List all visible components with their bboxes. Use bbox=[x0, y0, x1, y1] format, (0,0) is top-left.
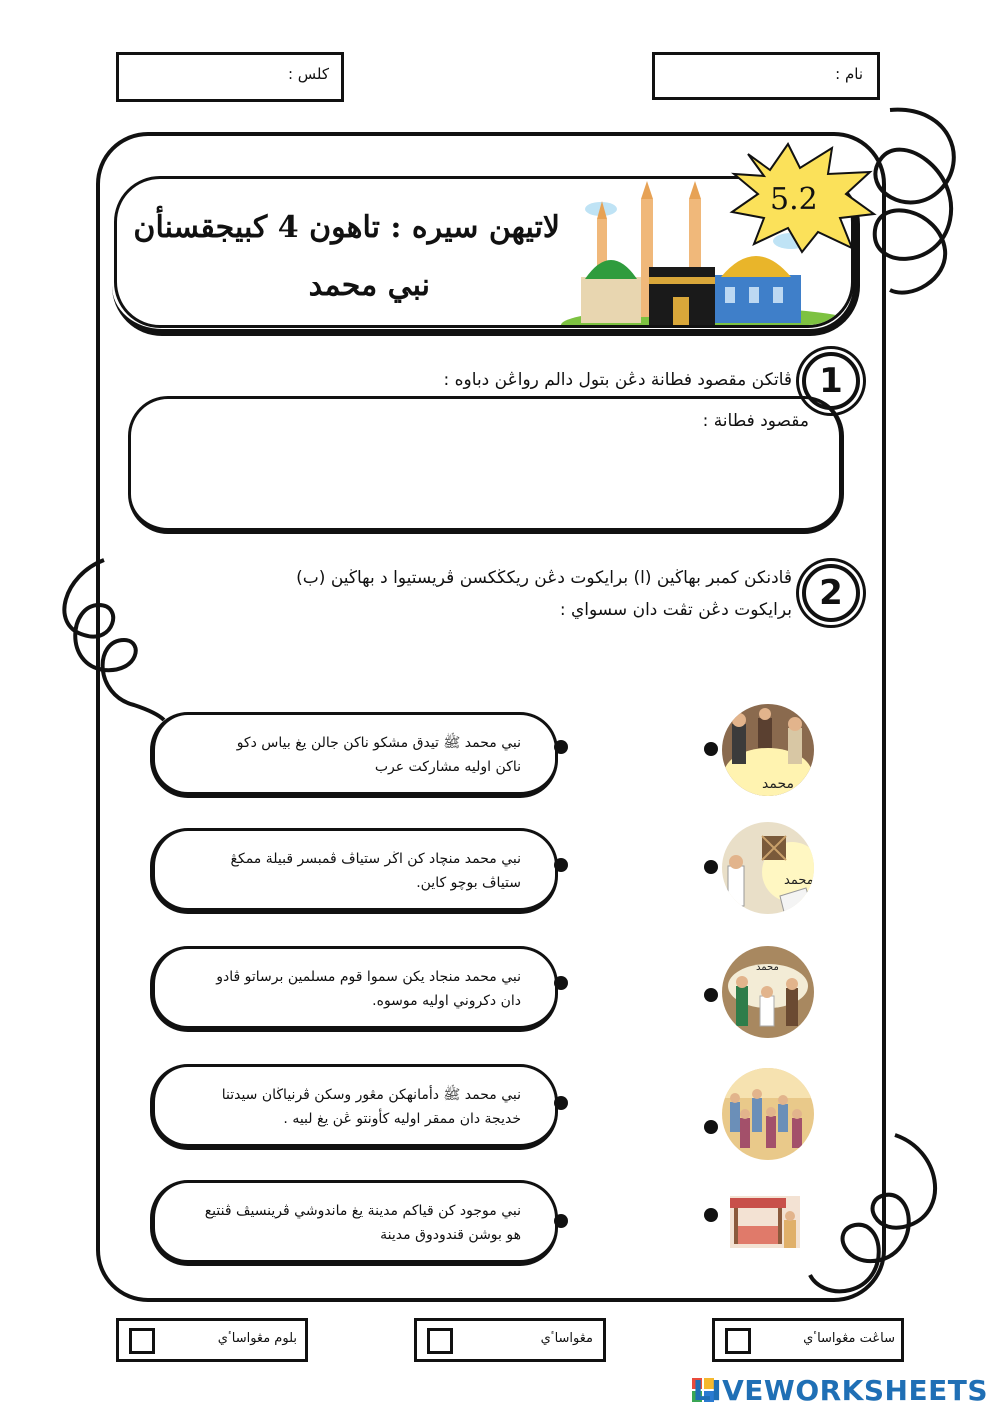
picture-connector-dot-2[interactable] bbox=[704, 860, 718, 874]
question-1-answer-box[interactable] bbox=[128, 396, 844, 534]
statement-text-3: نبي محمد منجاد يكن سموا قوم مسلمين برساتو ڤادو دان دكروني اوليه موسوه. bbox=[216, 969, 521, 1009]
picture-connector-dot-3[interactable] bbox=[704, 988, 718, 1002]
not-mastered-label: بلوم مڠواساٴي bbox=[217, 1331, 297, 1346]
statement-text-2: نبي محمد منچاد كن اڬر ستياڤ ڤمبسر قبيلة ممكڠ ستياڤ بوچو كاين. bbox=[230, 851, 521, 891]
scene-trade-caravan-icon bbox=[722, 1068, 814, 1160]
footer-brand: LIVEWORKSHEETS bbox=[692, 1374, 988, 1407]
picture-1-caption: محمد bbox=[762, 776, 794, 792]
statement-text-5: نبي موجود كن قياكم مدينة يغ ماندوشي ڤرينسيڤ ڤنتيع هو بوشن قندودوق مدينة bbox=[204, 1203, 521, 1243]
statement-connector-dot-4[interactable] bbox=[554, 1096, 568, 1110]
lesson-title: لاتيهن سيره : تاهون 4 كبيجقسنأن bbox=[133, 210, 560, 245]
picture-3 bbox=[722, 946, 814, 1038]
class-label: كلس : bbox=[287, 65, 329, 83]
picture-4 bbox=[722, 1068, 814, 1160]
picture-5 bbox=[730, 1196, 800, 1248]
highly-mastered-checkbox[interactable] bbox=[725, 1328, 751, 1354]
mastered-box bbox=[414, 1318, 606, 1362]
picture-2 bbox=[722, 822, 814, 914]
lesson-number-badge: 5.2 bbox=[770, 182, 818, 217]
question-2-prompt-line2: برايكوت دڠن تڤت دان سسواي : bbox=[559, 600, 792, 620]
statement-box-2 bbox=[150, 828, 558, 914]
statement-box-3 bbox=[150, 946, 558, 1032]
question-1-prompt: ڤاتكن مقصود فطانة دڠن بتول دالم رواڠن دباوه : bbox=[443, 370, 792, 390]
scene-muslims-united-icon bbox=[722, 946, 814, 1038]
question-2-number: 2 bbox=[802, 564, 860, 622]
statement-box-1 bbox=[150, 712, 558, 798]
not-mastered-checkbox[interactable] bbox=[129, 1328, 155, 1354]
picture-1 bbox=[722, 704, 814, 796]
statement-box-5 bbox=[150, 1180, 558, 1266]
question-1-number: 1 bbox=[802, 352, 860, 410]
picture-connector-dot-5[interactable] bbox=[704, 1208, 718, 1222]
picture-connector-dot-4[interactable] bbox=[704, 1120, 718, 1134]
class-field[interactable] bbox=[116, 52, 344, 102]
picture-connector-dot-1[interactable] bbox=[704, 742, 718, 756]
question-1-answer-label: مقصود فطانة : bbox=[702, 411, 809, 431]
highly-mastered-label: ساڠت مڠواساٴي bbox=[803, 1331, 895, 1346]
statement-box-4 bbox=[150, 1064, 558, 1150]
statement-text-4: نبي محمد ﷺ دأمانهكن مڠور وسكن ڤرنياڬان سيدتنا خديجة دان ممقر اوليه كأونتو ڠن يغ لبيه . bbox=[221, 1087, 521, 1127]
name-label: نام : bbox=[835, 65, 863, 83]
mastered-checkbox[interactable] bbox=[427, 1328, 453, 1354]
question-2-prompt-line1: ڤادنكن كمبر بهاڬين (ا) برايكوت دڠن ريكڬكسن ڤريستيوا د بهاڬين (ب) bbox=[296, 568, 792, 588]
statement-connector-dot-3[interactable] bbox=[554, 976, 568, 990]
statement-connector-dot-2[interactable] bbox=[554, 858, 568, 872]
picture-3-caption: محمد bbox=[756, 962, 779, 973]
statement-text-1: نبي محمد ﷺ تيدق مشكو ناكن جالن يغ بياس دكو ناكن اوليه مشاركت عرب bbox=[236, 735, 521, 775]
scene-black-stone-cloth-icon bbox=[722, 822, 814, 914]
statement-connector-dot-1[interactable] bbox=[554, 740, 568, 754]
picture-2-caption: محمد bbox=[784, 873, 814, 888]
not-mastered-box bbox=[116, 1318, 308, 1362]
name-field[interactable] bbox=[652, 52, 880, 100]
statement-connector-dot-5[interactable] bbox=[554, 1214, 568, 1228]
highly-mastered-box bbox=[712, 1318, 904, 1362]
scene-medina-market-icon bbox=[730, 1196, 800, 1248]
mastered-label: مڠواساٴي bbox=[540, 1331, 593, 1346]
lesson-subtitle: نبي محمد bbox=[308, 268, 430, 303]
scene-prophet-companions-icon bbox=[722, 704, 814, 796]
